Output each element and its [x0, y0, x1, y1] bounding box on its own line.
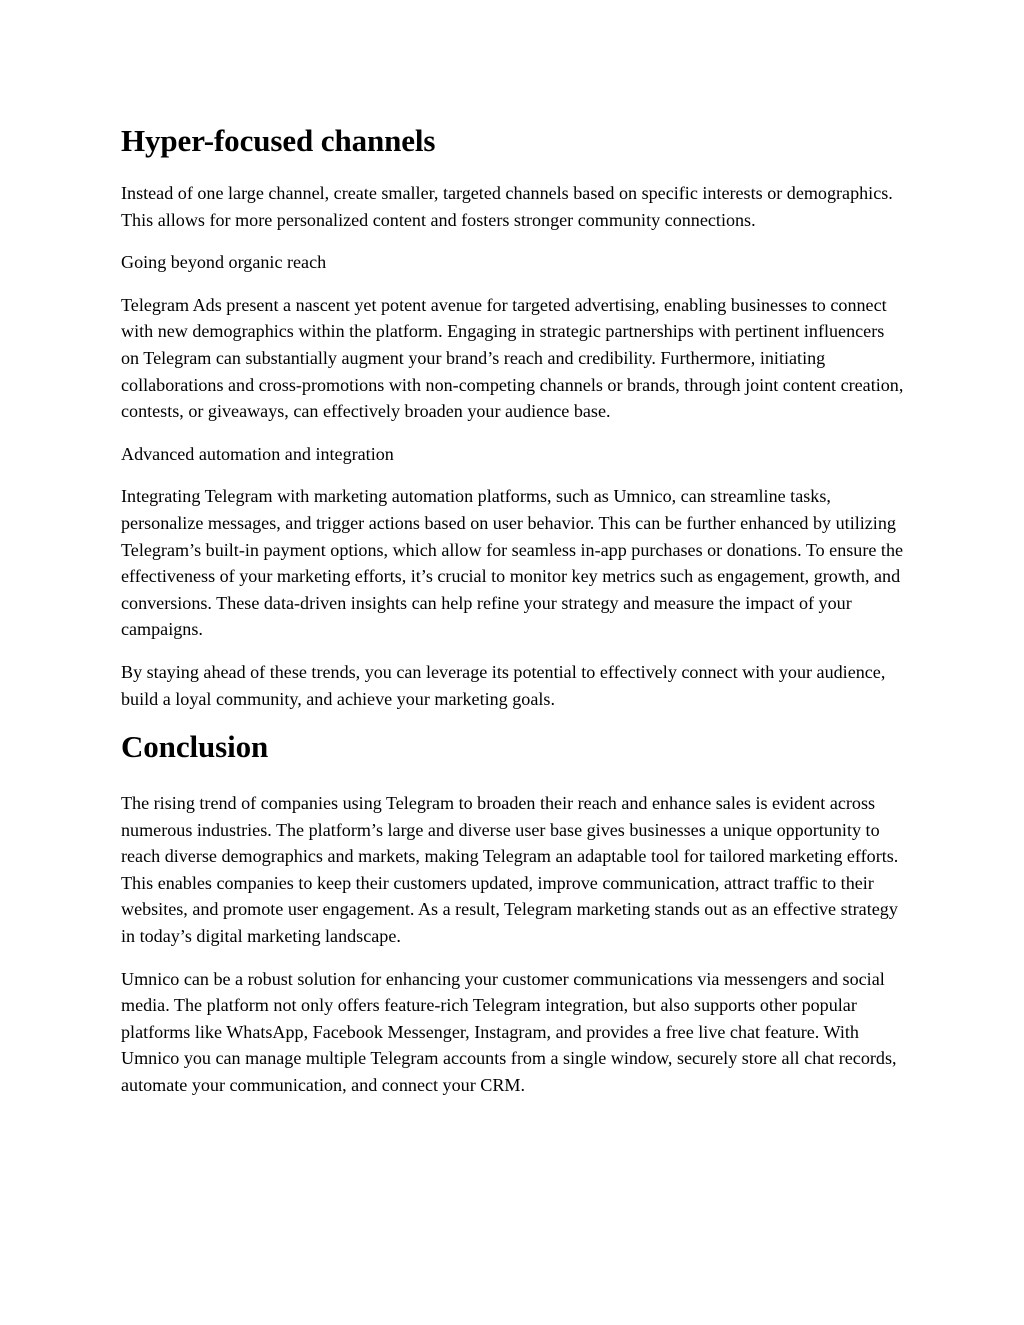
paragraph-conclusion-trend: The rising trend of companies using Telegram to broaden their reach and enhance sales is evident across numerous industries. The platform’s large and diverse user base gives businesses a unique opportunity to reach diverse demographics and markets, making Telegram an adaptable tool for tailored marketing efforts. This enables companies to keep their customers updated, improve communication, attract traffic to their websites, and promote user engagement. As a result, Telegram marketing stands out as an effective strategy in today’s digital marketing landscape.	[121, 793, 899, 947]
document-page	[121, 118, 906, 1099]
paragraph-hyper-focused: Instead of one large channel, create smaller, targeted channels based on specific interests or demographics. This allows for more personalized content and fosters stronger community connections.	[121, 183, 893, 230]
subheading-organic-reach: Going beyond organic reach	[121, 252, 327, 273]
paragraph-telegram-ads: Telegram Ads present a nascent yet potent avenue for targeted advertising, enabling businesses to connect with new demographics within the platform. Engaging in strategic partnerships with pertinent influencers on Telegram can substantially augment your brand’s reach and credibility. Furthermore, initiating collaborations and cross-promotions with non-competing channels or brands, through joint content creation, contests, or giveaways, can effectively broaden your audience base.	[121, 294, 904, 422]
section-heading-hyper-focused-channels: Hyper-focused channels	[121, 123, 436, 158]
paragraph-trends: By staying ahead of these trends, you can leverage its potential to effectively connect with your audience, build a loyal community, and achieve your marketing goals.	[121, 661, 886, 709]
section-heading-conclusion: Conclusion	[121, 729, 269, 765]
subheading-automation: Advanced automation and integration	[121, 443, 394, 464]
paragraph-automation: Integrating Telegram with marketing automation platforms, such as Umnico, can streamline tasks, personalize messages, and trigger actions based on user behavior. This can be further enhanced by utilizing Telegram’s built-in payment options, which allow for seamless in-app purchases or donations. To ensure the effectiveness of your marketing efforts, it’s crucial to monitor key metrics such as engagement, growth, and conversions. These data-driven insights can help refine your strategy and measure the impact of your campaigns.	[121, 486, 904, 640]
paragraph-conclusion-umnico: Umnico can be a robust solution for enhancing your customer communications via messengers and social media. The platform not only offers feature-rich Telegram integration, but also supports other popular platforms like WhatsApp, Facebook Messenger, Instagram, and provides a free live chat feature. With Umnico you can manage multiple Telegram accounts from a single window, securely store all chat records, automate your communication, and connect your CRM.	[121, 968, 897, 1096]
